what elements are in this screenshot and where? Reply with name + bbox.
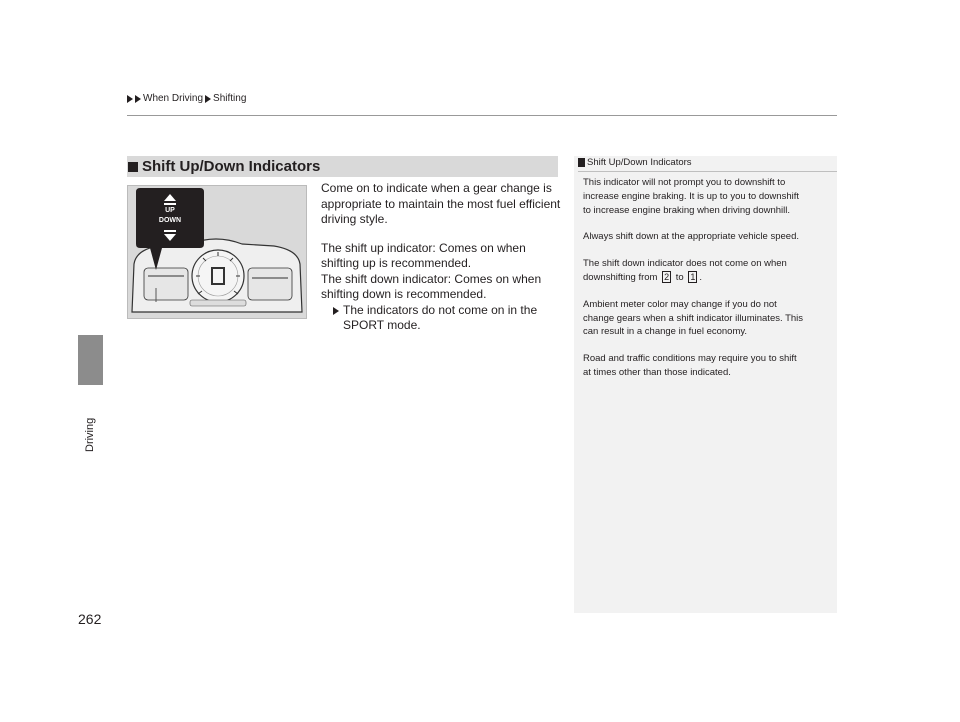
indicator-description: The shift up indicator: Comes on when shifting up is recommended. The shift down indicator: Comes on when shifting down is recommended. The indicators do not come on in the SPORT mode. — [321, 241, 561, 334]
reference-icon — [578, 158, 585, 167]
breadcrumb-level1[interactable]: When Driving — [143, 93, 204, 104]
page-number: 262 — [78, 611, 102, 627]
sport-mode-note: The indicators do not come on in the SPORT mode. — [321, 303, 561, 334]
body-text — [321, 181, 561, 334]
note-paragraph: The shift down indicator does not come on when downshifting from 2 to 1 . — [583, 258, 787, 283]
chapter-tab — [78, 335, 103, 385]
section-square-icon — [128, 162, 138, 172]
instrument-cluster-illustration — [127, 185, 307, 319]
note-arrow-icon — [333, 307, 339, 315]
gear-1-key: 1 — [690, 271, 696, 282]
breadcrumb — [127, 93, 246, 104]
up-indicator-label: UP — [165, 207, 175, 214]
notes-body — [583, 176, 833, 393]
section-heading — [127, 156, 320, 177]
notes-title: Shift Up/Down Indicators — [578, 157, 692, 168]
note-paragraph: Road and traffic conditions may require you to shift at times other than those indicated. — [583, 353, 797, 378]
intro-paragraph: Come on to indicate when a gear change is appropriate to maintain the most fuel efficient driving style. — [321, 181, 561, 226]
note-paragraph: Always shift down at the appropriate vehicle speed. — [583, 231, 799, 243]
section-title: Shift Up/Down Indicators — [142, 158, 321, 175]
breadcrumb-level2[interactable]: Shifting — [213, 93, 247, 104]
instrument-cluster-drawing — [128, 186, 306, 318]
header-rule — [127, 115, 837, 116]
note-paragraph: This indicator will not prompt you to downshift to increase engine braking. It is up to you to downshift to increase engine braking when driving downhill. — [583, 177, 799, 216]
breadcrumb-arrow-icon — [127, 95, 133, 103]
chapter-label: Driving — [84, 417, 96, 452]
down-indicator-label: DOWN — [158, 217, 182, 224]
breadcrumb-arrow-icon — [135, 95, 141, 103]
gear-2-key: 2 — [664, 271, 670, 282]
notes-rule — [578, 171, 837, 172]
breadcrumb-arrow-icon — [205, 95, 211, 103]
note-paragraph: Ambient meter color may change if you do not change gears when a shift indicator illuminates. This can result in a change in fuel economy. — [583, 298, 804, 338]
